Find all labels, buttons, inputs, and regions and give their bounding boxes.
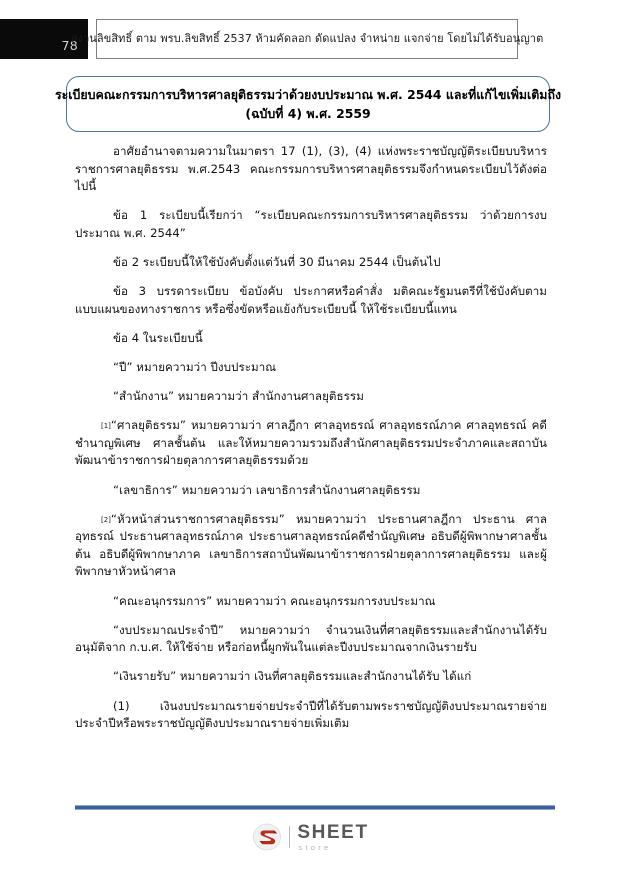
logo-word-main: SHEET: [297, 821, 369, 843]
paragraph-text: ข้อ 2 ระเบียบนี้ให้ใช้บังคับตั้งแต่วันที่ 30 มีนาคม 2544 เป็นต้นไป: [113, 255, 441, 270]
paragraph-def-secretary: [75, 482, 547, 500]
paragraph-def-head: [75, 511, 547, 581]
paragraph-text: อาศัยอำนาจตามความในมาตรา 17 (1), (3), (4) แห่งพระราชบัญญัติระเบียบบริหารราชการศาลยุติธรรม พ.ศ.2543 คณะกรรมการบริหารศาลยุติธรรมจึงกำหนดระเบียบไว้ดังต่อไปนี้: [75, 144, 547, 194]
paragraph-revenue-item-1: [75, 698, 547, 733]
paragraph-clause-4: [75, 330, 547, 348]
paragraph-clause-2: [75, 254, 547, 272]
paragraph-text: “คณะอนุกรรมการ” หมายความว่า คณะอนุกรรมการงบประมาณ: [113, 593, 436, 608]
paragraph-text: “ปี” หมายความว่า ปีงบประมาณ: [113, 359, 277, 374]
paragraph-def-court: [75, 417, 547, 470]
paragraph-text: (1) เงินงบประมาณรายจ่ายประจำปีที่ได้รับตามพระราชบัญญัติงบประมาณรายจ่ายประจำปีหรือพระราชบัญญัติงบประมาณรายจ่ายเพิ่มเติม: [75, 698, 547, 731]
document-title-line-1: ระเบียบคณะกรรมการบริหารศาลยุติธรรมว่าด้วยงบประมาณ พ.ศ. 2544 และที่แก้ไขเพิ่มเติมถึง: [54, 86, 562, 102]
paragraph-def-year: [75, 359, 547, 377]
paragraph-text: ข้อ 3 บรรดาระเบียบ ข้อบังคับ ประกาศหรือคำสั่ง มติคณะรัฐมนตรีที่ใช้บังคับตามแบบแผนของทางราชการ หรือซึ่งขัดหรือแย้งกับระเบียบนี้ ให้ใช้ระเบียบนี้แทน: [75, 284, 547, 316]
paragraph-def-annual-budget: [75, 622, 547, 657]
footer-logo: [0, 817, 621, 857]
page-number: 78: [61, 37, 78, 53]
paragraph-text: ข้อ 4 ในระเบียบนี้: [113, 330, 203, 345]
paragraph-preamble: [75, 143, 547, 196]
logo-divider: [289, 826, 290, 848]
paragraph-clause-3: [75, 283, 547, 318]
logo-wordmark: [297, 823, 368, 852]
paragraph-text: “งบประมาณประจำปี” หมายความว่า จำนวนเงินที่ศาลยุติธรรมและสำนักงานได้รับอนุมัติจาก ก.บ.ศ. ให้ใช้จ่าย หรือก่อหนี้ผูกพันในแต่ละปีงบประมาณจากเงินรายรับ: [75, 622, 547, 655]
copyright-notice-box: [70, 19, 544, 59]
document-body: [75, 143, 547, 744]
paragraph-text: “สำนักงาน” หมายความว่า สำนักงานศาลยุติธรรม: [113, 389, 364, 404]
paragraph-text: “เลขาธิการ” หมายความว่า เลขาธิการสำนักงานศาลยุติธรรม: [113, 482, 421, 497]
paragraph-text: “หัวหน้าส่วนราชการศาลยุติธรรม” หมายความว่า ประธานศาลฎีกา ประธาน ศาลอุทธรณ์ ประธานศาลอุทธรณ์ภาค ประธานศาลอุทธรณ์คดีชำนัญพิเศษ อธิบดีผู้พิพากษาศาลชั้นต้น อธิบดีผู้พิพากษาภาค เลขาธิการสถาบันพัฒนาข้าราชการฝ่ายตุลาการศาลยุติธรรม และผู้พิพากษาหัวหน้าศาล: [75, 511, 547, 579]
paragraph-text: ข้อ 1 ระเบียบนี้เรียกว่า “ระเบียบคณะกรรมการบริหารศาลยุติธรรม ว่าด้วยการงบประมาณ พ.ศ. 2544”: [75, 208, 547, 240]
logo-word-sub: store: [298, 842, 332, 852]
paragraph-clause-1: [75, 207, 547, 242]
paragraph-text: “เงินรายรับ” หมายความว่า เงินที่ศาลยุติธรรมและสำนักงานได้รับ ได้แก่: [113, 669, 472, 684]
page-header: [0, 19, 621, 59]
paragraph-def-office: [75, 388, 547, 406]
copyright-notice-text: สงวนลิขสิทธิ์ ตาม พรบ.ลิขสิทธิ์ 2537 ห้ามคัดลอก ดัดแปลง จำหน่าย แจกจ่าย โดยไม่ได้รับอนุญาต: [70, 31, 544, 45]
footnote-marker[interactable]: [2]: [101, 515, 111, 524]
sheet-store-s-logo-icon: [252, 822, 282, 852]
paragraph-text: “ศาลยุติธรรม” หมายความว่า ศาลฎีกา ศาลอุทธรณ์ ศาลอุทธรณ์ภาค ศาลอุทธรณ์ คดีชำนาญพิเศษ ศาลชั้นต้น และให้หมายความรวมถึงสำนักศาลยุติธรรมประจำภาคและสถาบันพัฒนาข้าราชการฝ่ายตุลาการศาลยุติธรรมด้วย: [75, 418, 547, 468]
paragraph-def-subcommittee: [75, 593, 547, 611]
footer-accent-rule: [75, 805, 555, 810]
document-title-line-2: (ฉบับที่ 4) พ.ศ. 2559: [245, 106, 371, 121]
footnote-marker[interactable]: [1]: [101, 422, 111, 431]
paragraph-def-revenue: [75, 668, 547, 686]
document-title-box: [54, 76, 562, 132]
